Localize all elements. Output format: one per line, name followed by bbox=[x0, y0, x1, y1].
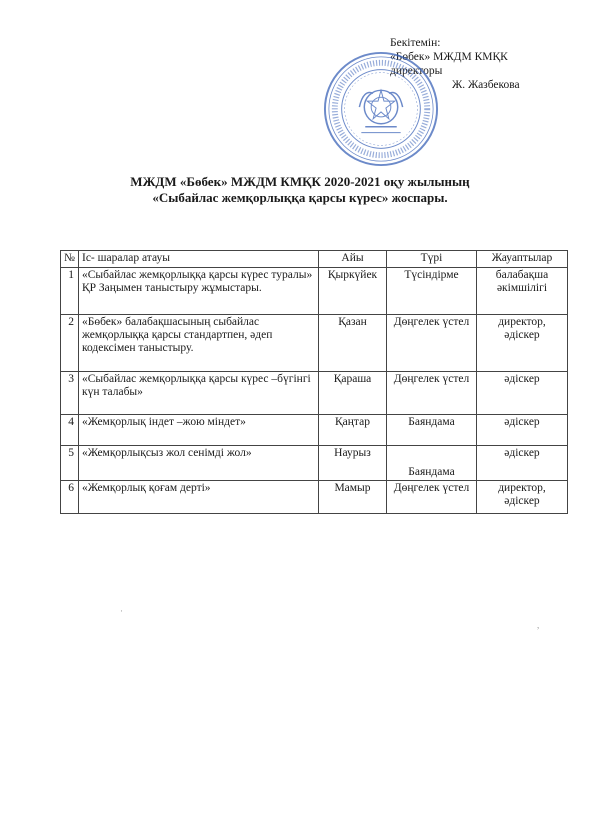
document-title bbox=[0, 174, 600, 206]
row-type: Дөңгелек үстел bbox=[386, 481, 476, 514]
scan-speck: · bbox=[120, 606, 123, 616]
row-responsible: әдіскер bbox=[476, 372, 567, 415]
row-number: 3 bbox=[61, 372, 79, 415]
row-month: Қаңтар bbox=[318, 415, 386, 446]
table-row bbox=[61, 481, 568, 514]
scan-speck: , bbox=[537, 620, 540, 630]
row-event-name: «Жемқорлық індет –жою міндет» bbox=[78, 415, 318, 446]
row-event-name: «Жемқорлық қоғам дерті» bbox=[78, 481, 318, 514]
row-type: Баяндама bbox=[386, 415, 476, 446]
row-type: Түсіндірме bbox=[386, 268, 476, 315]
row-type: Баяндама bbox=[386, 446, 476, 481]
approval-organization: «Бөбек» МЖДМ КМҚК bbox=[390, 51, 508, 63]
row-responsible: әдіскер bbox=[476, 446, 567, 481]
row-event-name: «Бөбек» балабақшасының сыбайлас жемқорлыққа қарсы стандартпен, әдеп кодексімен таныстыру. bbox=[78, 315, 318, 372]
header-number: № bbox=[61, 251, 79, 268]
official-seal-icon bbox=[322, 50, 440, 168]
row-event-name: «Сыбайлас жемқорлыққа қарсы күрес туралы» ҚР Заңымен таныстыру жұмыстары. bbox=[78, 268, 318, 315]
header-month: Айы bbox=[318, 251, 386, 268]
row-responsible: балабақша әкімшілігі bbox=[476, 268, 567, 315]
table-header-row bbox=[61, 251, 568, 268]
row-month: Наурыз bbox=[318, 446, 386, 481]
approval-label: Бекітемін: bbox=[390, 37, 441, 49]
table-row bbox=[61, 446, 568, 481]
row-number: 5 bbox=[61, 446, 79, 481]
header-type: Түрі bbox=[386, 251, 476, 268]
row-number: 4 bbox=[61, 415, 79, 446]
title-line-2: «Сыбайлас жемқорлыққа қарсы күрес» жоспары. bbox=[152, 190, 448, 205]
row-number: 1 bbox=[61, 268, 79, 315]
table-row bbox=[61, 372, 568, 415]
row-event-name: «Жемқорлықсыз жол сенімді жол» bbox=[78, 446, 318, 481]
approval-position: директоры bbox=[390, 65, 443, 77]
table-row bbox=[61, 315, 568, 372]
row-month: Мамыр bbox=[318, 481, 386, 514]
row-number: 2 bbox=[61, 315, 79, 372]
row-month: Қараша bbox=[318, 372, 386, 415]
plan-table bbox=[60, 250, 568, 514]
header-responsible: Жауаптылар bbox=[476, 251, 567, 268]
row-month: Қыркүйек bbox=[318, 268, 386, 315]
row-month: Қазан bbox=[318, 315, 386, 372]
row-type: Дөңгелек үстел bbox=[386, 315, 476, 372]
approval-signatory: Ж. Жазбекова bbox=[452, 79, 520, 91]
row-responsible: әдіскер bbox=[476, 415, 567, 446]
table-row bbox=[61, 268, 568, 315]
header-event-name: Іс- шаралар атауы bbox=[78, 251, 318, 268]
row-type: Дөңгелек үстел bbox=[386, 372, 476, 415]
row-responsible: директор, әдіскер bbox=[476, 315, 567, 372]
table-row bbox=[61, 415, 568, 446]
row-responsible: директор, әдіскер bbox=[476, 481, 567, 514]
row-number: 6 bbox=[61, 481, 79, 514]
row-event-name: «Сыбайлас жемқорлыққа қарсы күрес –бүгінгі күн талабы» bbox=[78, 372, 318, 415]
title-line-1: МЖДМ «Бөбек» МЖДМ КМҚК 2020-2021 оқу жылының bbox=[130, 174, 470, 189]
